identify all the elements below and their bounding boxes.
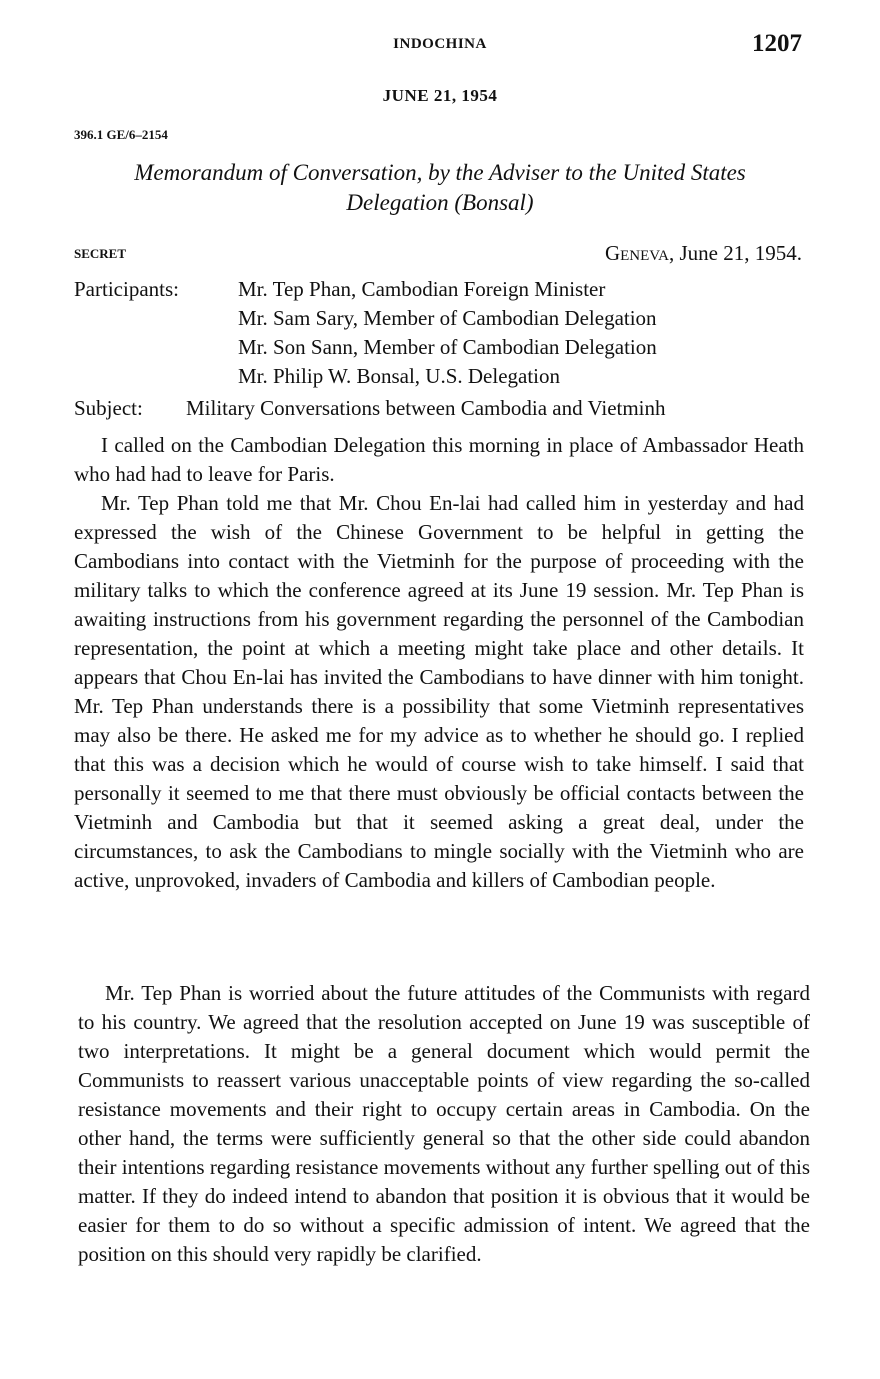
page-number: 1207 [752,30,802,57]
dateline-date: , June 21, 1954. [669,241,802,265]
participant-3: Mr. Son Sann, Member of Cambodian Delegation [238,335,657,359]
participant-2: Mr. Sam Sary, Member of Cambodian Delegation [238,306,657,330]
body-paragraph-2 [74,489,804,895]
body-paragraph-3 [78,979,810,1269]
paragraph-text: I called on the Cambodian Delegation this morning in place of Ambassador Heath who had had to leave for Paris. [74,433,804,486]
dateline [520,241,802,266]
body-paragraph-1 [74,431,804,489]
dateline-place: Geneva [604,241,669,265]
participants-label: Participants: [74,277,179,301]
paragraph-text: Mr. Tep Phan is worried about the future attitudes of the Communists with regard to his country. We agreed that the resolution accepted on June 19 was susceptible of two interpretations. It might be a general document which would permit the Communists to reassert various unacceptable points of view regarding the so-called resistance movements and their right to occupy certain areas in Cambodia. On the other hand, the terms were sufficiently general so that the other side could abandon their intentions regarding resistance movements without any further spelling out of this matter. If they do indeed intend to abandon that position it is obvious that it would be easier for them to do so without a specific admission of intent. We agreed that the position on this should very rapidly be clarified. [78,981,810,1266]
paragraph-text: Mr. Tep Phan told me that Mr. Chou En-lai had called him in yesterday and had expressed the wish of the Chinese Government to be helpful in getting the Cambodians into contact with the Vietminh for the purpose of proceeding with the military talks to which the conference agreed at its June 19 session. Mr. Tep Phan is awaiting instructions from his government regarding the personnel of the Cambodian representation, the point at which a meeting might take place and other details. It appears that Chou En-lai has invited the Cambodians to have dinner with him tonight. Mr. Tep Phan understands there is a possibility that some Vietminh representatives may also be there. He asked me for my advice as to whether he should go. I replied that this was a decision which he would of course wish to take himself. I said that personally it seemed to me that there must obviously be official contacts between the Vietminh and Cambodia but that it seemed asking a great deal, under the circumstances, to ask the Cambodians to mingle socially with the Vietminh who are active, unprovoked, invaders of Cambodia and killers of Cambodian people. [74,491,804,892]
file-number: 396.1 GE/6–2154 [74,127,168,142]
subject-text: Military Conversations between Cambodia and Vietminh [186,396,666,420]
participant-4: Mr. Philip W. Bonsal, U.S. Delegation [238,364,561,388]
subject-label: Subject: [74,396,143,420]
document-title-line-2: Delegation (Bonsal) [346,190,534,215]
document-title [70,158,810,218]
date-heading: JUNE 21, 1954 [382,86,498,105]
document-title-line-1: Memorandum of Conversation, by the Adviser to the United States [134,160,746,185]
participant-1: Mr. Tep Phan, Cambodian Foreign Minister [238,277,606,301]
classification-marking: SECRET [74,246,127,261]
running-head: INDOCHINA [393,36,487,52]
